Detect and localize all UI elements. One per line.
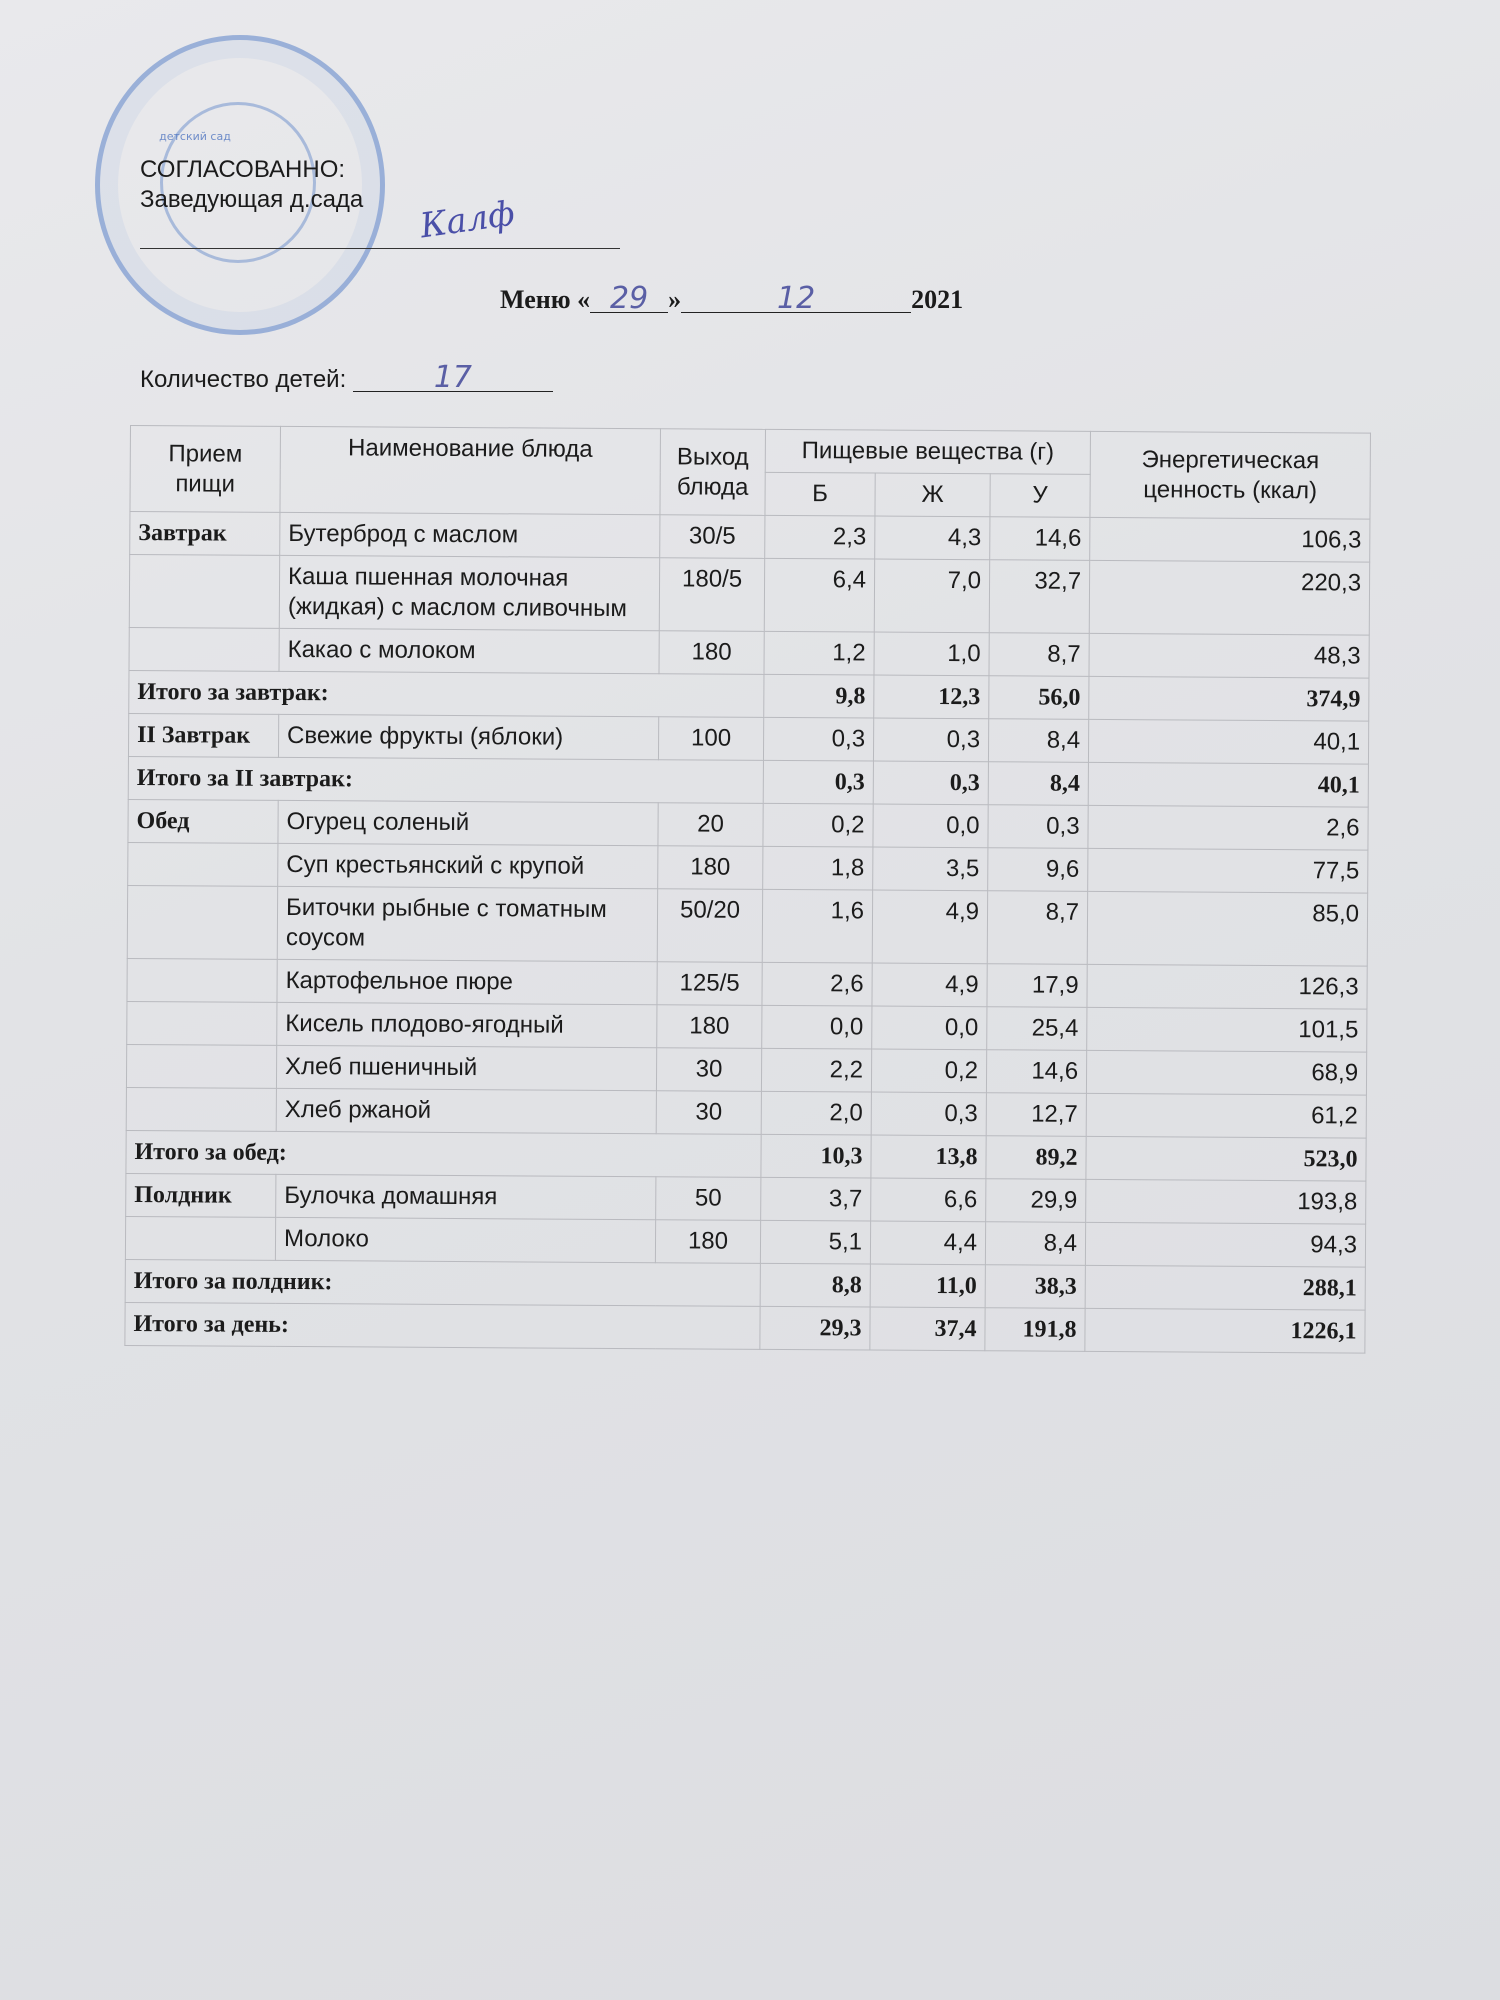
title-year: 2021 [911,285,964,314]
dish-yield: 100 [658,717,763,761]
meal-total-row [126,1130,1366,1181]
total-carbs: 191,8 [985,1308,1085,1352]
total-protein: 8,8 [760,1263,870,1307]
dish-protein: 0,2 [763,803,873,847]
dish-energy: 193,8 [1086,1179,1366,1224]
dish-yield: 180 [658,846,763,890]
dish-fat: 4,4 [870,1221,985,1265]
dish-name: Какао с молоком [279,628,659,673]
dish-fat: 4,9 [872,963,987,1007]
dish-yield: 30 [656,1091,761,1135]
dish-fat: 1,0 [874,632,989,676]
dish-name: Хлеб ржаной [276,1088,656,1133]
table-row [129,555,1369,636]
dish-protein: 0,0 [762,1005,872,1049]
dish-carbs: 32,7 [989,560,1089,634]
dish-fat: 6,6 [871,1178,986,1222]
dish-name: Биточки рыбные с томатным соусом [277,886,657,961]
approval-block [140,155,363,215]
header-dish: Наименование блюда [280,426,661,514]
dish-protein: 2,6 [762,962,872,1006]
total-protein: 29,3 [760,1306,870,1350]
meal-name: Обед [128,799,278,843]
dish-protein: 5,1 [760,1220,870,1264]
children-count [140,360,553,395]
title-day: 29 [590,286,668,313]
dish-protein: 1,8 [763,846,873,890]
dish-yield: 50/20 [657,889,762,963]
dish-protein: 2,3 [765,515,875,559]
dish-fat: 0,3 [871,1092,986,1136]
table-row [126,1173,1366,1224]
header-energy: Энергетическая ценность (ккал) [1090,431,1371,519]
dish-yield: 20 [658,803,763,847]
dish-fat: 3,5 [873,847,988,891]
dish-name: Суп крестьянский с крупой [278,843,658,888]
meal-empty [129,627,279,671]
total-label: Итого за день: [125,1302,760,1349]
meal-total-row [128,756,1368,807]
dish-carbs: 9,6 [988,848,1088,892]
header-fat: Ж [875,473,990,517]
meal-empty [127,958,277,1002]
dish-fat: 4,3 [875,516,990,560]
dish-carbs: 12,7 [986,1093,1086,1137]
meal-total-row [129,670,1369,721]
dish-yield: 30/5 [660,515,765,559]
header-meal: Прием пищи [130,426,281,513]
dish-protein: 1,2 [764,631,874,675]
header-protein: Б [765,472,875,516]
dish-protein: 2,2 [761,1048,871,1092]
dish-energy: 77,5 [1088,848,1368,893]
meal-name: Завтрак [130,512,280,556]
dish-fat: 0,0 [873,804,988,848]
dish-name: Картофельное пюре [277,959,657,1004]
signature-line [140,248,620,249]
dish-name: Бутерброд с маслом [280,512,660,557]
table-row [126,1087,1366,1138]
meal-empty [126,1044,276,1088]
table-row [130,512,1370,563]
dish-carbs: 8,7 [989,633,1089,677]
dish-yield: 30 [656,1048,761,1092]
header-yield: Выход блюда [660,429,766,516]
table-row [127,885,1367,966]
dish-name: Кисель плодово-ягодный [277,1002,657,1047]
day-total-row [125,1302,1365,1353]
dish-energy: 2,6 [1088,805,1368,850]
dish-carbs: 0,3 [988,805,1088,849]
dish-protein: 6,4 [764,558,874,632]
dish-yield: 180 [657,1005,762,1049]
table-row [125,1216,1365,1267]
dish-energy: 48,3 [1089,633,1369,678]
table-row [127,1001,1367,1052]
title-quote-close: » [668,285,682,314]
dish-energy: 106,3 [1090,517,1370,562]
dish-carbs: 8,4 [985,1222,1085,1266]
total-energy: 288,1 [1085,1265,1365,1310]
dish-fat: 0,3 [873,718,988,762]
table-row [128,713,1368,764]
title-prefix: Меню « [500,285,591,314]
menu-table [124,425,1371,1354]
dish-fat: 0,0 [872,1006,987,1050]
approval-heading: СОГЛАСОВАННО: [140,156,346,183]
total-fat: 37,4 [870,1307,985,1351]
dish-protein: 0,3 [763,717,873,761]
dish-fat: 4,9 [872,890,987,964]
dish-fat: 7,0 [874,559,989,633]
meal-empty [127,1001,277,1045]
approval-position: Заведующая д.сада [140,186,364,213]
dish-energy: 220,3 [1089,560,1369,635]
total-carbs: 56,0 [989,676,1089,720]
total-label: Итого за обед: [126,1130,761,1177]
menu-title [500,281,964,316]
total-protein: 9,8 [764,674,874,718]
dish-energy: 40,1 [1088,719,1368,764]
menu-table-body [125,512,1370,1354]
dish-name: Булочка домашняя [276,1174,656,1219]
dish-energy: 94,3 [1085,1222,1365,1267]
header-carbs: У [990,474,1090,518]
total-carbs: 38,3 [985,1265,1085,1309]
dish-energy: 101,5 [1087,1007,1367,1052]
dish-protein: 2,0 [761,1091,871,1135]
meal-empty [128,842,278,886]
total-energy: 40,1 [1088,762,1368,807]
children-label: Количество детей: [140,366,347,393]
total-label: Итого за завтрак: [129,670,764,717]
dish-carbs: 29,9 [986,1179,1086,1223]
total-carbs: 8,4 [988,762,1088,806]
dish-yield: 180 [655,1220,760,1264]
dish-carbs: 25,4 [987,1007,1087,1051]
dish-energy: 85,0 [1087,891,1367,966]
dish-yield: 50 [656,1177,761,1221]
total-energy: 1226,1 [1085,1308,1365,1353]
dish-protein: 3,7 [761,1177,871,1221]
total-fat: 13,8 [871,1135,986,1179]
table-row [129,627,1369,678]
dish-energy: 61,2 [1086,1093,1366,1138]
total-protein: 0,3 [763,760,873,804]
total-carbs: 89,2 [986,1136,1086,1180]
meal-empty [129,555,279,629]
dish-energy: 68,9 [1086,1050,1366,1095]
total-label: Итого за полдник: [125,1259,760,1306]
table-row [126,1044,1366,1095]
dish-name: Огурец соленый [278,800,658,845]
meal-name: Полдник [126,1173,276,1217]
dish-name: Свежие фрукты (яблоки) [278,714,658,759]
table-row [127,958,1367,1009]
header-nutrients: Пищевые вещества (г) [765,429,1090,474]
total-label: Итого за II завтрак: [128,756,763,803]
total-fat: 12,3 [874,675,989,719]
total-fat: 0,3 [873,761,988,805]
dish-carbs: 17,9 [987,964,1087,1008]
dish-protein: 1,6 [762,889,872,963]
total-energy: 374,9 [1089,676,1369,721]
dish-yield: 125/5 [657,962,762,1006]
meal-empty [126,1087,276,1131]
dish-name: Хлеб пшеничный [276,1045,656,1090]
dish-fat: 0,2 [871,1049,986,1093]
stamp-text: детский сад [159,130,231,143]
meal-empty [127,885,277,959]
meal-name: II Завтрак [128,713,278,757]
dish-carbs: 8,4 [988,719,1088,763]
dish-name: Каша пшенная молочная (жидкая) с маслом сливочным [279,555,659,630]
title-month: 12 [681,286,911,313]
meal-empty [125,1216,275,1260]
dish-carbs: 8,7 [987,891,1087,965]
dish-name: Молоко [275,1217,655,1262]
dish-yield: 180/5 [659,558,764,632]
table-row [128,799,1368,850]
dish-yield: 180 [659,631,764,675]
children-value: 17 [353,365,553,392]
dish-energy: 126,3 [1087,964,1367,1009]
dish-carbs: 14,6 [990,517,1090,561]
dish-carbs: 14,6 [986,1050,1086,1094]
signature: Калф [417,193,518,247]
total-fat: 11,0 [870,1264,985,1308]
total-energy: 523,0 [1086,1136,1366,1181]
table-row [128,842,1368,893]
meal-total-row [125,1259,1365,1310]
total-protein: 10,3 [761,1134,871,1178]
